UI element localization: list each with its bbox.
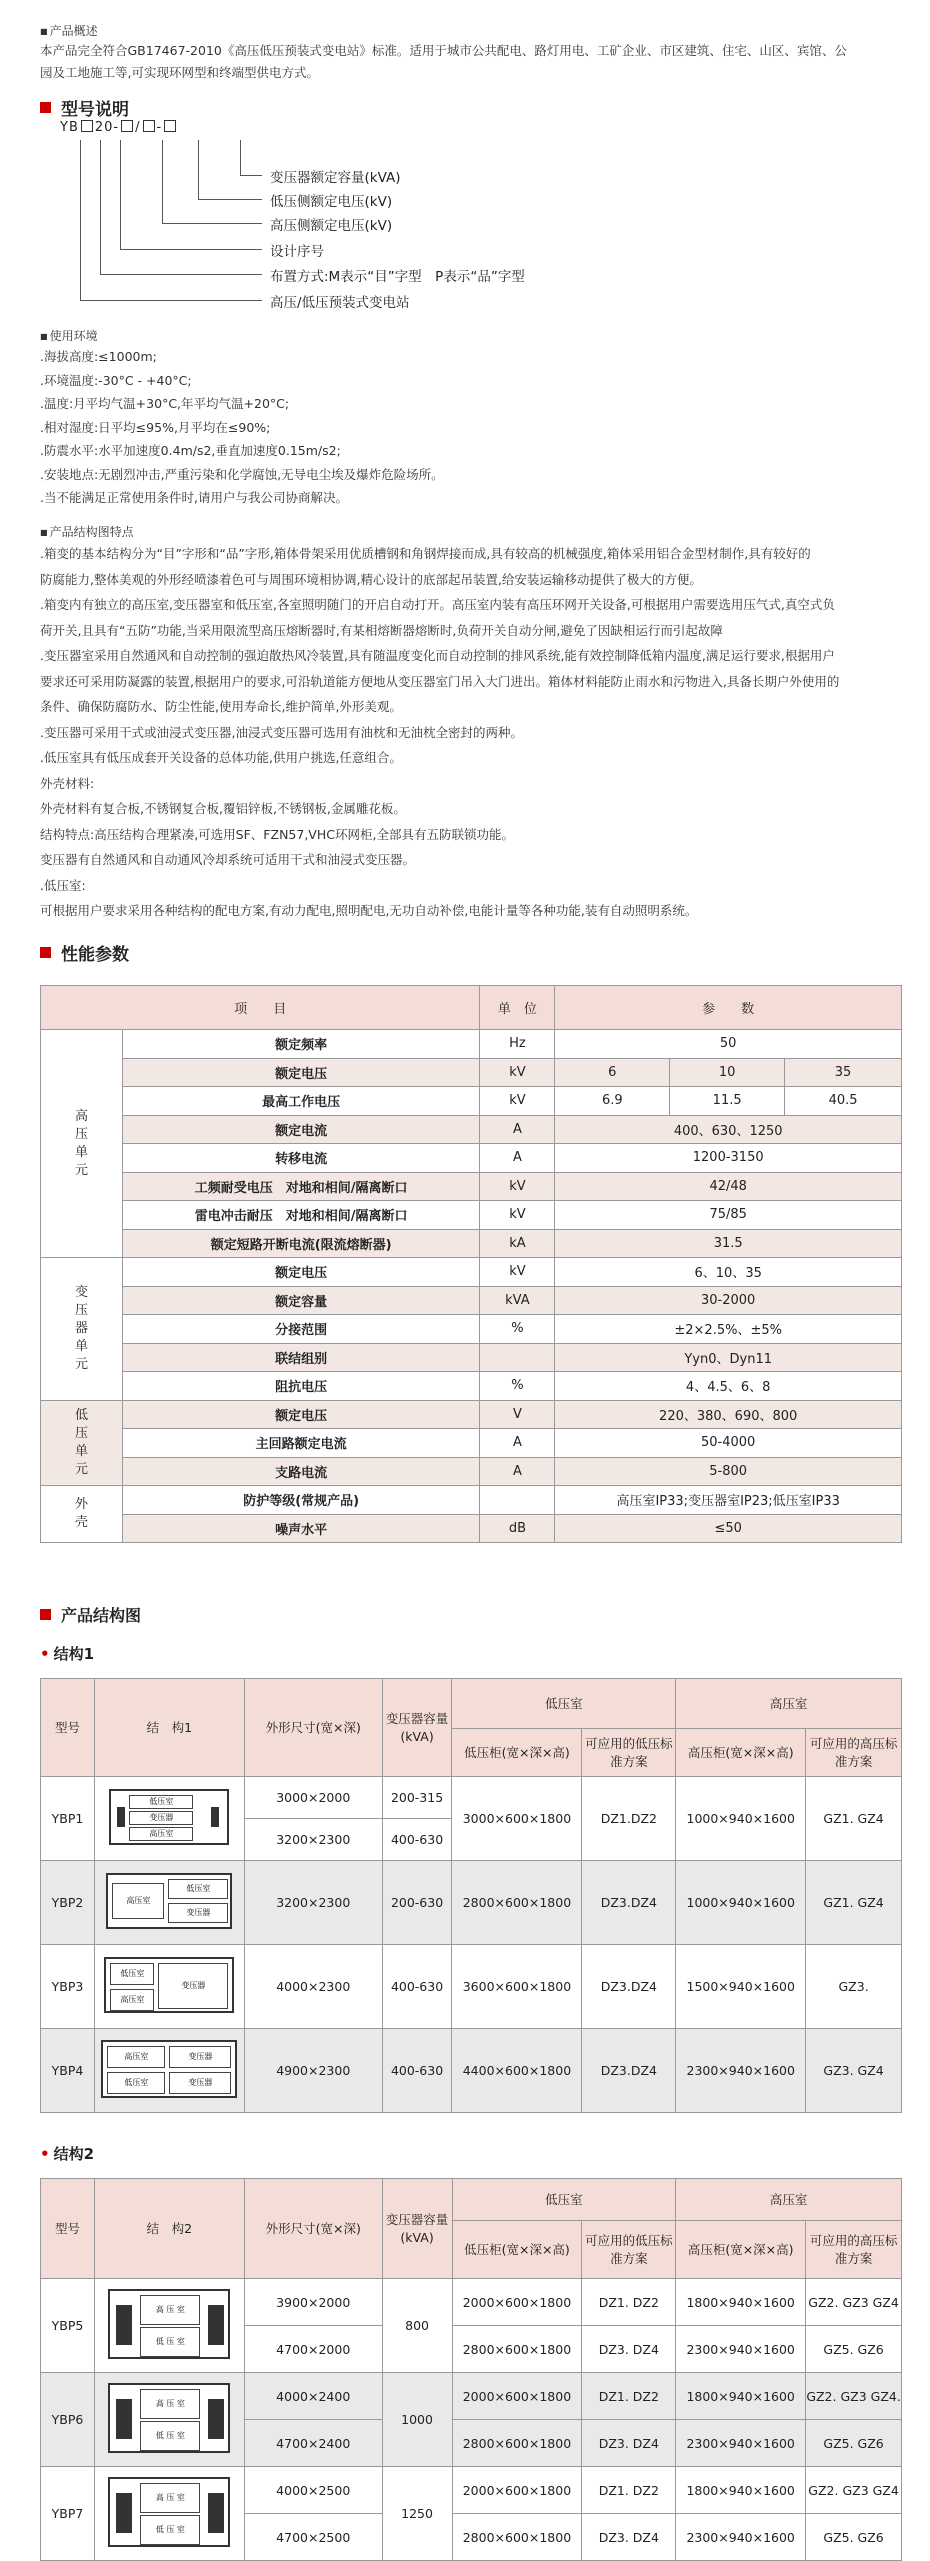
- perf-row: [41, 1457, 902, 1486]
- feature-item: .箱变内有独立的高压室,变压器室和低压室,各室照明随门的开启自动打开。高压室内装有高压环网开关设备,可根据用户需要选用压气式,真空式负: [40, 597, 835, 612]
- diagram-compartment: 变压器: [169, 2046, 231, 2068]
- struct-head-cap: 变压器容量(kVA): [382, 1679, 452, 1777]
- struct-hvs: GZ5. GZ6: [806, 2326, 902, 2373]
- perf-unit: A: [480, 1115, 555, 1144]
- perf-head-item: 项 目: [41, 986, 480, 1030]
- perf-unit: kVA: [480, 1286, 555, 1315]
- env-item: .防震水平:水平加速度0.4m/s2,垂直加速度0.15m/s2;: [40, 443, 341, 458]
- perf-value: 6: [555, 1058, 670, 1087]
- struct-diagram-cell: [94, 2373, 244, 2467]
- struct-hvc: 1000×940×1600: [676, 1777, 806, 1861]
- perf-item: 额定短路开断电流(限流熔断器): [122, 1229, 480, 1258]
- struct-dim: 4000×2400: [244, 2373, 382, 2420]
- features-heading: ■ 产品结构图特点: [40, 523, 134, 540]
- struct-lvc: 3000×600×1800: [452, 1777, 582, 1861]
- perf-unit: A: [480, 1429, 555, 1458]
- perf-unit: [480, 1486, 555, 1515]
- struct-lvs: DZ3.DZ4: [582, 2029, 676, 2113]
- struct-dim: 4700×2000: [244, 2326, 382, 2373]
- perf-item: 额定电压: [122, 1400, 480, 1429]
- struct-type: YBP4: [41, 2029, 95, 2113]
- perf-unit: kV: [480, 1058, 555, 1087]
- perf-row: [41, 1087, 902, 1116]
- struct-type: YBP3: [41, 1945, 95, 2029]
- perf-value: 高压室IP33;变压器室IP23;低压室IP33: [555, 1486, 902, 1515]
- perf-item: 联结组别: [122, 1343, 480, 1372]
- struct-head-hvs: 可应用的高压标准方案: [806, 1729, 902, 1777]
- perf-value: 6.9: [555, 1087, 670, 1116]
- perf-unit: kA: [480, 1229, 555, 1258]
- struct-lvs: DZ1. DZ2: [582, 2467, 676, 2514]
- perf-item: 额定电压: [122, 1258, 480, 1287]
- perf-table: [40, 985, 902, 1543]
- env-item: .温度:月平均气温+30°C,年平均气温+20°C;: [40, 396, 290, 411]
- perf-value: 4、4.5、6、8: [555, 1372, 902, 1401]
- diagram-compartment: 低压室: [110, 1963, 154, 1985]
- struct-head-lv: 低压室: [452, 2179, 676, 2221]
- struct-lvc: 4400×600×1800: [452, 2029, 582, 2113]
- perf-value: 50-4000: [555, 1429, 902, 1458]
- struct-cap: 400-630: [382, 1819, 452, 1861]
- diagram-compartment: 变压器: [129, 1811, 193, 1825]
- feature-item: 结构特点:高压结构合理紧凑,可选用SF、FZN57,VHC环网柜,全部具有五防联锁功能。: [40, 826, 514, 842]
- perf-unit: %: [480, 1315, 555, 1344]
- struct-diagram-cell: [94, 1777, 244, 1861]
- perf-item: 额定电压: [122, 1058, 480, 1087]
- struct-title: [40, 1603, 141, 1626]
- perf-item: 额定电流: [122, 1115, 480, 1144]
- diagram-compartment: 高 压 室: [140, 2483, 200, 2513]
- diagram-compartment: 变压器: [169, 2072, 231, 2094]
- perf-value: 1200-3150: [555, 1144, 902, 1173]
- perf-row: [41, 1315, 902, 1344]
- feature-item: 可根据用户要求采用各种结构的配电方案,有动力配电,照明配电,无功自动补偿,电能计量等各种功能,装有自动照明系统。: [40, 903, 698, 918]
- struct1-title: • 结构1: [40, 1643, 94, 1664]
- env-item: .海拔高度:≤1000m;: [40, 349, 157, 364]
- struct1-table: [40, 1678, 902, 2113]
- feature-item: 荷开关,且具有“五防”功能,当采用限流型高压熔断器时,有某相熔断器熔断时,负荷开关自动分闸,避免了因缺相运行而引起故障: [40, 622, 723, 638]
- structure-diagram: [106, 1873, 232, 1929]
- perf-row: [41, 1144, 902, 1173]
- diagram-compartment: 高压室: [110, 1989, 154, 2011]
- feature-item: .低压室具有低压成套开关设备的总体功能,供用户挑选,任意组合。: [40, 750, 402, 765]
- overview-text: [40, 40, 930, 84]
- struct-title-text: 产品结构图: [61, 1606, 142, 1625]
- box-icon: [143, 120, 155, 132]
- struct-type: YBP7: [41, 2467, 95, 2561]
- diagram-equipment-icon: [208, 2399, 224, 2439]
- perf-unit: %: [480, 1372, 555, 1401]
- struct-cap: 1000: [382, 2373, 452, 2467]
- struct-head-structure: 结 构1: [94, 1679, 244, 1777]
- struct-hvs: GZ3. GZ4: [806, 2029, 902, 2113]
- struct-lvs: DZ3. DZ4: [582, 2326, 676, 2373]
- struct-lvc: 2800×600×1800: [452, 2326, 582, 2373]
- diagram-compartment: 高压室: [129, 1827, 193, 1841]
- perf-row: [41, 1514, 902, 1543]
- struct-hvs: GZ2. GZ3 GZ4: [806, 2279, 902, 2326]
- overview-line: 本产品完全符合GB17467-2010《高压低压预装式变电站》标准。适用于城市公共配电、路灯用电、工矿企业、市区建筑、住宅、山区、宾馆、公: [40, 43, 847, 58]
- perf-group-text: 外壳: [74, 1497, 88, 1530]
- perf-group-label: [41, 1486, 123, 1543]
- perf-item: 工频耐受电压 对地和相间/隔离断口: [122, 1172, 480, 1201]
- struct-head-lvc: 低压柜(宽×深×高): [452, 2221, 582, 2279]
- diagram-compartment: 高压室: [112, 1883, 164, 1919]
- perf-value: 11.5: [670, 1087, 785, 1116]
- feature-item: 条件、确保防腐防水、防尘性能,使用寿命长,维护简单,外形美观。: [40, 699, 402, 714]
- perf-item: 支路电流: [122, 1457, 480, 1486]
- structure-diagram: [108, 2383, 230, 2453]
- diagram-compartment: 低 压 室: [140, 2515, 200, 2545]
- perf-item: 主回路额定电流: [122, 1429, 480, 1458]
- feature-item: 变压器有自然通风和自动通风冷却系统可适用干式和油浸式变压器。: [40, 852, 416, 867]
- perf-value: 31.5: [555, 1229, 902, 1258]
- perf-unit: A: [480, 1144, 555, 1173]
- struct-dim: 4000×2300: [244, 1945, 382, 2029]
- struct-hvs: GZ3.: [806, 1945, 902, 2029]
- struct-type: YBP5: [41, 2279, 95, 2373]
- struct-hvc: 1800×940×1600: [676, 2279, 806, 2326]
- model-label: 变压器额定容量(kVA): [270, 170, 401, 186]
- model-connector: [162, 223, 262, 224]
- perf-head-unit: 单 位: [480, 986, 555, 1030]
- perf-head-row: [41, 986, 902, 1030]
- model-connector: [120, 140, 121, 249]
- perf-item: 额定容量: [122, 1286, 480, 1315]
- perf-unit: Hz: [480, 1030, 555, 1059]
- structure-diagram: [108, 2289, 230, 2359]
- model-connector: [198, 199, 262, 200]
- struct-diagram-cell: [94, 2029, 244, 2113]
- model-label: 高压侧额定电压(kV): [270, 218, 393, 234]
- struct-hvc: 2300×940×1600: [676, 2326, 806, 2373]
- structure-diagram: [101, 2040, 237, 2098]
- model-connector: [100, 274, 262, 275]
- diagram-compartment: 变压器: [168, 1903, 228, 1923]
- perf-unit: V: [480, 1400, 555, 1429]
- env-item: .当不能满足正常使用条件时,请用户与我公司协商解决。: [40, 490, 348, 505]
- struct-dim: 3000×2000: [244, 1777, 382, 1819]
- struct-lvc: 2000×600×1800: [452, 2467, 582, 2514]
- feature-item: .低压室:: [40, 877, 86, 893]
- struct-type: YBP6: [41, 2373, 95, 2467]
- struct-head-hvs: 可应用的高压标准方案: [806, 2221, 902, 2279]
- struct-dim: 4900×2300: [244, 2029, 382, 2113]
- perf-row: [41, 1030, 902, 1059]
- struct-dim: 3200×2300: [244, 1819, 382, 1861]
- struct-head-cap: 变压器容量(kVA): [382, 2179, 452, 2279]
- struct-dim: 4700×2500: [244, 2514, 382, 2561]
- perf-value: 42/48: [555, 1172, 902, 1201]
- struct-diagram-cell: [94, 2467, 244, 2561]
- model-title-text: 型号说明: [61, 100, 129, 120]
- struct-lvc: 2000×600×1800: [452, 2279, 582, 2326]
- struct-cap: 200-630: [382, 1861, 452, 1945]
- perf-item: 最高工作电压: [122, 1087, 480, 1116]
- perf-item: 防护等级(常规产品): [122, 1486, 480, 1515]
- struct-row: [41, 1777, 902, 1819]
- model-connector: [240, 140, 241, 175]
- struct-head-type: 型号: [41, 2179, 95, 2279]
- model-connector: [240, 175, 262, 176]
- perf-value: 35: [785, 1058, 902, 1087]
- struct-hvs: GZ2. GZ3 GZ4.: [806, 2373, 902, 2420]
- perf-item: 阻抗电压: [122, 1372, 480, 1401]
- perf-title-text: 性能参数: [61, 945, 129, 965]
- diagram-compartment: 高 压 室: [140, 2295, 200, 2325]
- struct-row: [41, 2467, 902, 2514]
- struct-head-structure: 结 构2: [94, 2179, 244, 2279]
- perf-row: [41, 1172, 902, 1201]
- env-item: .安装地点:无剧烈冲击,严重污染和化学腐蚀,无导电尘埃及爆炸危险场所。: [40, 466, 444, 482]
- model-connector: [100, 140, 101, 274]
- struct-head-lvs: 可应用的低压标准方案: [582, 2221, 676, 2279]
- feature-item: .变压器室采用自然通风和自动控制的强迫散热风冷装置,具有随温度变化而自动控制的排风系统,能有效控制降低箱内温度,满足运行要求,根据用户: [40, 648, 835, 663]
- perf-row: [41, 1258, 902, 1287]
- struct-row: [41, 1945, 902, 2029]
- struct-diagram-cell: [94, 1945, 244, 2029]
- struct-hvc: 2300×940×1600: [676, 2420, 806, 2467]
- struct-hvs: GZ1. GZ4: [806, 1777, 902, 1861]
- feature-item: 要求还可采用防凝露的装置,根据用户的要求,可沿轨道能方便地从变压器室门吊入大门进出。箱体材料能防止雨水和污物进入,具备长期户外使用的: [40, 673, 840, 689]
- section-square-icon: [40, 102, 51, 113]
- struct-head-lvs: 可应用的低压标准方案: [582, 1729, 676, 1777]
- perf-value: ≤50: [555, 1514, 902, 1543]
- perf-item: 雷电冲击耐压 对地和相间/隔离断口: [122, 1201, 480, 1230]
- struct-dim: 4000×2500: [244, 2467, 382, 2514]
- feature-item: .变压器可采用干式或油浸式变压器,油浸式变压器可选用有油枕和无油枕全密封的两种。: [40, 724, 523, 740]
- struct-head-row: [41, 2179, 902, 2221]
- section-square-icon: [40, 947, 51, 958]
- struct-type: YBP1: [41, 1777, 95, 1861]
- perf-value: ±2×2.5%、±5%: [555, 1315, 902, 1344]
- diagram-equipment-icon: [116, 2305, 132, 2345]
- struct-dim: 3200×2300: [244, 1861, 382, 1945]
- perf-value: 50: [555, 1030, 902, 1059]
- overview-heading: ■ 产品概述: [40, 22, 98, 39]
- struct-hvs: GZ1. GZ4: [806, 1861, 902, 1945]
- perf-unit: dB: [480, 1514, 555, 1543]
- perf-group-text: 变压器单元: [74, 1284, 88, 1372]
- perf-value: 6、10、35: [555, 1258, 902, 1287]
- struct-lvc: 3600×600×1800: [452, 1945, 582, 2029]
- struct-head-lvc: 低压柜(宽×深×高): [452, 1729, 582, 1777]
- structure-diagram: [108, 2477, 230, 2547]
- model-label: 低压侧额定电压(kV): [270, 194, 393, 210]
- diagram-equipment-icon: [116, 2493, 132, 2533]
- struct-cap: 1250: [382, 2467, 452, 2561]
- struct-lvs: DZ1.DZ2: [582, 1777, 676, 1861]
- diagram-compartment: 高压室: [107, 2046, 165, 2068]
- box-icon: [81, 120, 93, 132]
- model-connector: [80, 300, 262, 301]
- perf-head-value: 参 数: [555, 986, 902, 1030]
- env-list: [40, 345, 910, 510]
- struct-lvc: 2800×600×1800: [452, 2420, 582, 2467]
- struct-cap: 400-630: [382, 2029, 452, 2113]
- struct-head-lv: 低压室: [452, 1679, 676, 1729]
- perf-item: 转移电流: [122, 1144, 480, 1173]
- perf-group-text: 高压单元: [74, 1108, 88, 1178]
- perf-group-text: 低压单元: [74, 1407, 88, 1477]
- features-list: [40, 541, 910, 924]
- perf-group-label: [41, 1030, 123, 1258]
- struct-lvs: DZ3.DZ4: [582, 1861, 676, 1945]
- structure-diagram: [104, 1957, 234, 2013]
- struct-lvc: 2800×600×1800: [452, 1861, 582, 1945]
- diagram-equipment-icon: [208, 2493, 224, 2533]
- diagram-equipment-icon: [208, 2305, 224, 2345]
- diagram-equipment-icon: [116, 2399, 132, 2439]
- model-code: YB 20- / -: [60, 120, 178, 135]
- perf-item: 噪声水平: [122, 1514, 480, 1543]
- perf-row: [41, 1286, 902, 1315]
- perf-row: [41, 1343, 902, 1372]
- perf-unit: kV: [480, 1201, 555, 1230]
- struct-lvc: 2800×600×1800: [452, 2514, 582, 2561]
- diagram-compartment: 低压室: [168, 1879, 228, 1899]
- perf-value: Yyn0、Dyn11: [555, 1343, 902, 1372]
- section-square-icon: [40, 1609, 51, 1620]
- struct-head-hv: 高压室: [676, 1679, 902, 1729]
- model-prefix: YB: [60, 120, 79, 135]
- struct-dim: 4700×2400: [244, 2420, 382, 2467]
- diagram-compartment: 低压室: [107, 2072, 165, 2094]
- perf-unit: [480, 1343, 555, 1372]
- struct-type: YBP2: [41, 1861, 95, 1945]
- perf-item: 分接范围: [122, 1315, 480, 1344]
- perf-group-label: [41, 1258, 123, 1401]
- struct-head-row: [41, 1679, 902, 1729]
- struct2-title: • 结构2: [40, 2143, 94, 2164]
- model-label: 布置方式:M表示“目”字型 P表示“品”字型: [270, 269, 525, 285]
- perf-row: [41, 1372, 902, 1401]
- struct-diagram-cell: [94, 1861, 244, 1945]
- struct-hvs: GZ2. GZ3 GZ4: [806, 2467, 902, 2514]
- struct-lvs: DZ3. DZ4: [582, 2514, 676, 2561]
- feature-item: 外壳材料:: [40, 775, 95, 791]
- struct-hvs: GZ5. GZ6: [806, 2420, 902, 2467]
- perf-unit: kV: [480, 1172, 555, 1201]
- perf-row: [41, 1429, 902, 1458]
- struct-head-hvc: 高压柜(宽×深×高): [676, 1729, 806, 1777]
- perf-unit: kV: [480, 1258, 555, 1287]
- struct-head-hvc: 高压柜(宽×深×高): [676, 2221, 806, 2279]
- model-title: [40, 95, 129, 120]
- diagram-compartment: 高 压 室: [140, 2389, 200, 2419]
- feature-item: 外壳材料有复合板,不锈钢复合板,覆铝锌板,不锈钢板,金属雕花板。: [40, 801, 406, 816]
- perf-value: 400、630、1250: [555, 1115, 902, 1144]
- perf-row: [41, 1201, 902, 1230]
- struct-lvs: DZ3.DZ4: [582, 1945, 676, 2029]
- diagram-equipment-icon: [117, 1807, 125, 1827]
- model-label: 高压/低压预装式变电站: [270, 295, 410, 311]
- struct-lvs: DZ3. DZ4: [582, 2420, 676, 2467]
- env-item: .环境温度:-30°C - +40°C;: [40, 372, 192, 388]
- model-connector: [198, 140, 199, 199]
- struct2-table: [40, 2178, 902, 2561]
- diagram-compartment: 低 压 室: [140, 2421, 200, 2451]
- struct-head-hv: 高压室: [676, 2179, 902, 2221]
- env-heading: ■ 使用环境: [40, 327, 98, 344]
- perf-row: [41, 1229, 902, 1258]
- perf-row: [41, 1486, 902, 1515]
- struct-cap: 800: [382, 2279, 452, 2373]
- struct-diagram-cell: [94, 2279, 244, 2373]
- perf-item: 额定频率: [122, 1030, 480, 1059]
- perf-value: 30-2000: [555, 1286, 902, 1315]
- box-icon: [164, 120, 176, 132]
- model-mid: 20: [94, 120, 114, 135]
- struct-head-dim: 外形尺寸(宽×深): [244, 2179, 382, 2279]
- overview-line: 园及工地施工等,可实现环网型和终端型供电方式。: [40, 65, 319, 80]
- perf-unit: kV: [480, 1087, 555, 1116]
- struct-dim: 3900×2000: [244, 2279, 382, 2326]
- struct-row: [41, 2373, 902, 2420]
- struct-row: [41, 2029, 902, 2113]
- perf-value: 10: [670, 1058, 785, 1087]
- struct-hvs: GZ5. GZ6: [806, 2514, 902, 2561]
- perf-value: 75/85: [555, 1201, 902, 1230]
- perf-title: [40, 940, 129, 965]
- feature-item: 防腐能力,整体美观的外形经喷漆着色可与周围环境相协调,精心设计的底部起吊装置,给安装运输移动提供了极大的方便。: [40, 571, 702, 587]
- struct-hvc: 2300×940×1600: [676, 2029, 806, 2113]
- perf-unit: A: [480, 1457, 555, 1486]
- perf-value: 5-800: [555, 1457, 902, 1486]
- struct-head-dim: 外形尺寸(宽×深): [244, 1679, 382, 1777]
- struct-hvc: 1800×940×1600: [676, 2373, 806, 2420]
- box-icon: [121, 120, 133, 132]
- perf-row: [41, 1115, 902, 1144]
- perf-group-label: [41, 1400, 123, 1486]
- diagram-equipment-icon: [211, 1807, 219, 1827]
- struct-head-type: 型号: [41, 1679, 95, 1777]
- struct-hvc: 1500×940×1600: [676, 1945, 806, 2029]
- struct-cap: 200-315: [382, 1777, 452, 1819]
- perf-row: [41, 1058, 902, 1087]
- model-label: 设计序号: [270, 244, 324, 260]
- struct-lvc: 2000×600×1800: [452, 2373, 582, 2420]
- struct-row: [41, 2279, 902, 2326]
- model-connector: [120, 249, 262, 250]
- env-item: .相对湿度:日平均≤95%,月平均在≤90%;: [40, 419, 271, 435]
- diagram-compartment: 低 压 室: [140, 2327, 200, 2357]
- struct-lvs: DZ1. DZ2: [582, 2373, 676, 2420]
- struct-hvc: 1000×940×1600: [676, 1861, 806, 1945]
- model-connector: [80, 140, 81, 300]
- struct-row: [41, 1861, 902, 1945]
- perf-value: 220、380、690、800: [555, 1400, 902, 1429]
- perf-row: [41, 1400, 902, 1429]
- struct-lvs: DZ1. DZ2: [582, 2279, 676, 2326]
- diagram-compartment: 低压室: [129, 1795, 193, 1809]
- struct-cap: 400-630: [382, 1945, 452, 2029]
- struct-hvc: 2300×940×1600: [676, 2514, 806, 2561]
- structure-diagram: [109, 1789, 229, 1845]
- model-connector: [162, 140, 163, 223]
- diagram-compartment: 变压器: [158, 1963, 228, 2009]
- feature-item: .箱变的基本结构分为“目”字形和“品”字形,箱体骨架采用优质槽钢和角钢焊接而成,具有较高的机械强度,箱体采用铝合金型材制作,具有较好的: [40, 546, 811, 561]
- struct-hvc: 1800×940×1600: [676, 2467, 806, 2514]
- perf-value: 40.5: [785, 1087, 902, 1116]
